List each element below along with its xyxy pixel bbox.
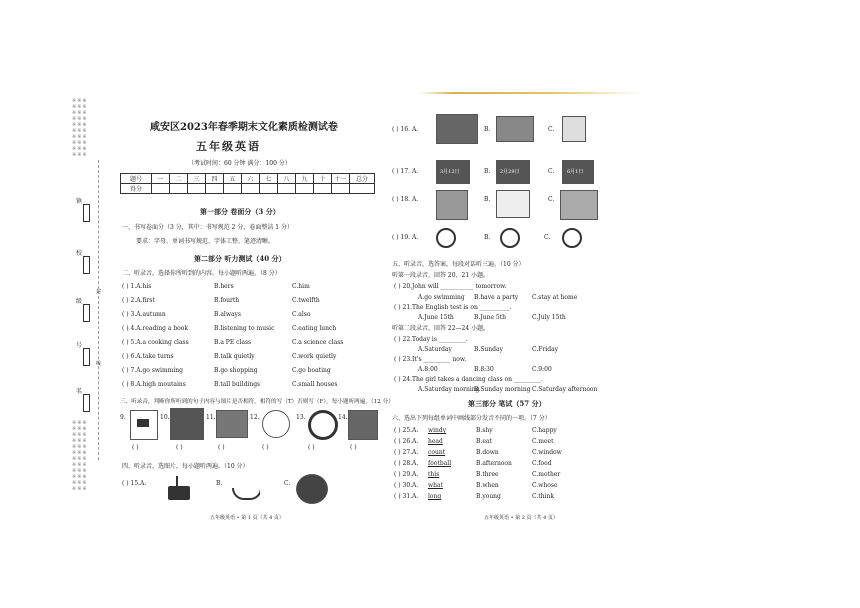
score-header-cell: 二: [170, 174, 188, 184]
q6-item-num: ( ) 29.A.: [394, 471, 419, 478]
q2-item-c: C.him: [292, 283, 310, 290]
q3-text: 三、听录音，判断你所听到的句子内容与图片是否相符。相符的写（T）否则写（F）。每小题听两遍。（12 分）: [120, 399, 394, 405]
q16c-label: C.: [548, 126, 555, 133]
q3-num: 14.: [338, 414, 348, 421]
q2-item-num: ( ) 7.A.go swimming: [122, 367, 183, 374]
q18b-label: B.: [484, 196, 491, 203]
margin-stars-top: ※※※ ※※※ ※※※ ※※※ ※※※ ※※※ ※※※ ※※※ ※※※ ※※※: [72, 98, 88, 158]
q6-item-a: what: [428, 482, 443, 489]
q19c-no-sign: [562, 228, 582, 248]
q2-item-c: C.also: [292, 311, 311, 318]
q20-stem: ( ) 20.John will ___________ tomorrow.: [394, 283, 507, 290]
score-cell[interactable]: [296, 184, 314, 194]
q23-opt-c: C.9:00: [532, 366, 552, 373]
q6-item-num: ( ) 28.A.: [394, 460, 419, 467]
score-header-cell: 题号: [121, 174, 152, 184]
q2-item-b: B.listening to music: [214, 325, 275, 332]
q6-item-c: C.whose: [532, 482, 558, 489]
q17-num: ( ) 17. A.: [392, 168, 419, 175]
q6-item-c: C.food: [532, 460, 552, 467]
part3-header: 第三部分 笔试（57 分）: [468, 399, 546, 408]
part1-header: 第一部分 卷面分（3 分）: [200, 207, 280, 216]
q11-answer-paren[interactable]: ( ): [218, 444, 225, 451]
q6-item-a: count: [428, 449, 446, 456]
score-cell[interactable]: [224, 184, 242, 194]
score-row-label: 得分: [121, 184, 152, 194]
margin-label-school: 校: [76, 250, 83, 257]
score-cell[interactable]: [314, 184, 332, 194]
q21-opt-b: B.June 5th: [474, 314, 507, 321]
margin-field-number[interactable]: [83, 348, 90, 366]
q22-opt-c: C.Friday: [532, 346, 559, 353]
q1-text: 一、书写卷面分（3 分，其中：书写规范 2 分，卷面整洁 1 分）: [122, 224, 293, 231]
q6-item-num: ( ) 31.A.: [394, 493, 419, 500]
q3-num: 12.: [250, 414, 260, 421]
q6-item-a: long: [428, 493, 442, 500]
q22-stem: ( ) 22.Today is _________.: [394, 336, 468, 343]
q20-opt-c: C.stay at home: [532, 294, 578, 301]
q16c-picture: [562, 116, 586, 142]
q14-answer-paren[interactable]: ( ): [350, 444, 357, 451]
q2-item-num: ( ) 2.A.first: [122, 297, 155, 304]
q6-item-c: C.meet: [532, 438, 554, 445]
score-cell[interactable]: [206, 184, 224, 194]
q2-item-c: C.a science class: [292, 339, 344, 346]
q6-item-a: windy: [428, 427, 447, 434]
exam-time-info: （考试时间：60 分钟 满分：100 分）: [188, 160, 291, 167]
dialog1-note: 听第一段录音，回答 20、21 小题。: [392, 272, 490, 279]
q19-num: ( ) 19. A.: [392, 234, 419, 241]
q10-christmas-picture: [170, 408, 204, 440]
q2-item-num: ( ) 8.A.high moutains: [122, 381, 186, 388]
margin-field-class[interactable]: [83, 304, 90, 322]
margin-label-class: 级: [76, 298, 83, 305]
q6-item-num: ( ) 26.A.: [394, 438, 419, 445]
q6-item-b: B.three: [476, 471, 499, 478]
q13-no-sign-picture: [308, 410, 338, 440]
q2-item-c: C.twelfth: [292, 297, 320, 304]
q9-calendar-picture: [130, 410, 158, 440]
margin-field-school[interactable]: [83, 256, 90, 274]
q3-num: 13.: [296, 414, 306, 421]
q9-answer-paren[interactable]: ( ): [132, 444, 139, 451]
q6-item-a: this: [428, 471, 440, 478]
score-header-cell: 一: [152, 174, 170, 184]
q2-item-num: ( ) 6.A.take turns: [122, 353, 174, 360]
page1-footer: 五年级英语 • 第 1 页（共 4 页）: [210, 515, 284, 521]
score-header-cell: 八: [278, 174, 296, 184]
q19c-label: C.: [544, 234, 551, 241]
q15-num: ( ) 15.A.: [122, 480, 147, 487]
q18c-picture: [560, 190, 598, 220]
score-cell[interactable]: [260, 184, 278, 194]
q2-item-b: B.tall buildings: [214, 381, 261, 388]
q2-item-num: ( ) 1.A.his: [122, 283, 152, 290]
q3-num: 10.: [160, 414, 170, 421]
q6-item-a: head: [428, 438, 443, 445]
q20-opt-b: B.have a party: [474, 294, 519, 301]
q2-item-b: B.talk quietly: [214, 353, 255, 360]
q10-answer-paren[interactable]: ( ): [176, 444, 183, 451]
q16b-picture: [496, 116, 534, 142]
margin-label-town: 镇: [76, 198, 83, 205]
q15b-noodles-picture: [230, 474, 260, 502]
q17a-date: 3月12日: [440, 169, 460, 175]
q21-opt-a: A.June 15th: [418, 314, 454, 321]
q6-item-num: ( ) 25.A.: [394, 427, 419, 434]
score-header-cell: 五: [224, 174, 242, 184]
q6-item-b: B.afternoon: [476, 460, 512, 467]
part2-header: 第二部分 听力测试（40 分）: [194, 254, 286, 263]
margin-cut-line: [96, 160, 102, 460]
margin-stars-bottom: ※※※ ※※※ ※※※ ※※※ ※※※ ※※※ ※※※ ※※※ ※※※ ※※※ ※※※ ※※※: [72, 420, 88, 492]
q2-item-c: C.eating lunch: [292, 325, 337, 332]
q18b-picture: [496, 190, 530, 218]
q20-opt-a: A.go swimming: [418, 294, 465, 301]
q24-opt-c: C.Saturday afternoon: [532, 386, 598, 393]
score-header-cell: 七: [260, 174, 278, 184]
q2-item-c: C.go boating: [292, 367, 331, 374]
score-cell[interactable]: [242, 184, 260, 194]
score-cell[interactable]: [188, 184, 206, 194]
q18-num: ( ) 18. A.: [392, 196, 419, 203]
q24-stem: ( ) 24.The girl takes a dancing class on _________.: [394, 376, 543, 383]
q1-requirement: 要求：字母、单词书写规范、字体工整、笔迹清晰。: [136, 238, 275, 245]
q12-clock-picture: [262, 410, 290, 438]
q16a-picture: [436, 114, 478, 144]
q22-opt-b: B.Sunday: [474, 346, 503, 353]
q16-num: ( ) 16. A.: [392, 126, 419, 133]
q6-item-c: C.window: [532, 449, 562, 456]
q6-item-c: C.think: [532, 493, 554, 500]
score-header-cell: 总分: [350, 174, 375, 184]
q17c-calendar-picture: [562, 160, 594, 184]
q21-stem: ( ) 21.The English test is on __________.: [394, 304, 512, 311]
q19a-no-food-sign: [436, 228, 456, 248]
q17c-date: 6月1日: [567, 169, 584, 175]
q22-opt-a: A.Saturday: [418, 346, 452, 353]
q15b-label: B.: [216, 480, 223, 487]
q6-item-b: B.down: [476, 449, 499, 456]
q23-stem: ( ) 23.It's _________ now.: [394, 356, 467, 363]
q6-item-num: ( ) 30.A.: [394, 482, 419, 489]
q3-num: 9.: [120, 414, 126, 421]
q2-item-b: B.go shopping: [214, 367, 258, 374]
score-header-cell: 十一: [332, 174, 350, 184]
margin-field-name[interactable]: [83, 394, 90, 412]
page-title: 咸安区2023年春季期末文化素质检测试卷: [150, 122, 338, 133]
q15c-mooncake-picture: [296, 474, 328, 504]
q6-item-b: B.when: [476, 482, 499, 489]
q17b-label: B.: [484, 168, 491, 175]
score-cell[interactable]: [170, 184, 188, 194]
q21-opt-c: C.July 15th: [532, 314, 566, 321]
q13-answer-paren[interactable]: ( ): [308, 444, 315, 451]
q2-item-c: C.small houses: [292, 381, 338, 388]
q5-text: 五、听录音，选答案，每段对话听三遍。（10 分）: [392, 261, 525, 268]
margin-side-seal: 封: [96, 289, 102, 295]
q2-item-b: B.a PE class: [214, 339, 252, 346]
q17b-calendar-picture: [496, 160, 530, 184]
q6-text: 六、选出下列每组单词中画线部分发音不同的一项。（7 分）: [392, 415, 551, 422]
q2-item-num: ( ) 5.A.a cooking class: [122, 339, 189, 346]
page2-footer: 五年级英语 • 第 2 页（共 4 页）: [484, 515, 558, 521]
dialog2-note: 听第二段录音，回答 22—24 小题。: [392, 325, 490, 332]
score-header-cell: 三: [188, 174, 206, 184]
score-cell[interactable]: [350, 184, 375, 194]
margin-label-number: 号: [76, 342, 83, 349]
q11-people-picture: [216, 410, 248, 438]
q6-item-a: football: [428, 460, 452, 467]
score-table: [120, 173, 375, 194]
q23-opt-a: A.8:00: [418, 366, 438, 373]
q19b-label: B.: [484, 234, 491, 241]
q14-family-picture: [348, 410, 378, 440]
q17a-calendar-picture: [436, 160, 470, 184]
q2-item-b: B.hers: [214, 283, 234, 290]
q6-item-c: C.happy: [532, 427, 557, 434]
q6-item-c: C.mother: [532, 471, 561, 478]
q2-text: 二、听录音，选择你所听到的内容。每小题听两遍。（8 分）: [122, 270, 281, 277]
margin-label-name: 名: [76, 388, 83, 395]
score-header-cell: 九: [296, 174, 314, 184]
q19b-no-phone-sign: [500, 228, 520, 248]
q2-item-num: ( ) 4.A.reading a book: [122, 325, 189, 332]
q2-item-b: B.fourth: [214, 297, 240, 304]
q17b-date: 2月29日: [500, 169, 520, 175]
q15c-label: C.: [284, 480, 291, 487]
score-header-cell: 四: [206, 174, 224, 184]
score-header-cell: 六: [242, 174, 260, 184]
q3-num: 11.: [206, 414, 216, 421]
q17c-label: C.: [548, 168, 555, 175]
q2-item-c: C.work quietly: [292, 353, 337, 360]
q6-item-b: B.young: [476, 493, 501, 500]
margin-field-town[interactable]: [83, 204, 90, 222]
q23-opt-b: B.8:30: [474, 366, 494, 373]
q18c-label: C.: [548, 196, 555, 203]
q6-item-b: B.eat: [476, 438, 492, 445]
score-cell[interactable]: [152, 184, 170, 194]
score-cell[interactable]: [332, 184, 350, 194]
q6-item-num: ( ) 27.A.: [394, 449, 419, 456]
page-subtitle: 五年级英语: [196, 140, 261, 153]
q18a-picture: [436, 190, 468, 220]
q24-opt-a: A.Saturday morning: [418, 386, 480, 393]
q6-item-b: B.shy: [476, 427, 493, 434]
margin-side-line: 线: [96, 361, 102, 367]
q2-item-b: B.always: [214, 311, 241, 318]
q15a-cake-picture: [166, 474, 192, 502]
decorative-line: [420, 92, 640, 94]
q2-item-num: ( ) 3.A.autumn: [122, 311, 166, 318]
q24-opt-b: B.Sunday morning: [474, 386, 531, 393]
q12-answer-paren[interactable]: ( ): [262, 444, 269, 451]
q16b-label: B.: [484, 126, 491, 133]
q4-text: 四、听录音，选图片，每小题听两遍。（10 分）: [122, 463, 249, 470]
score-header-cell: 十: [314, 174, 332, 184]
score-cell[interactable]: [278, 184, 296, 194]
